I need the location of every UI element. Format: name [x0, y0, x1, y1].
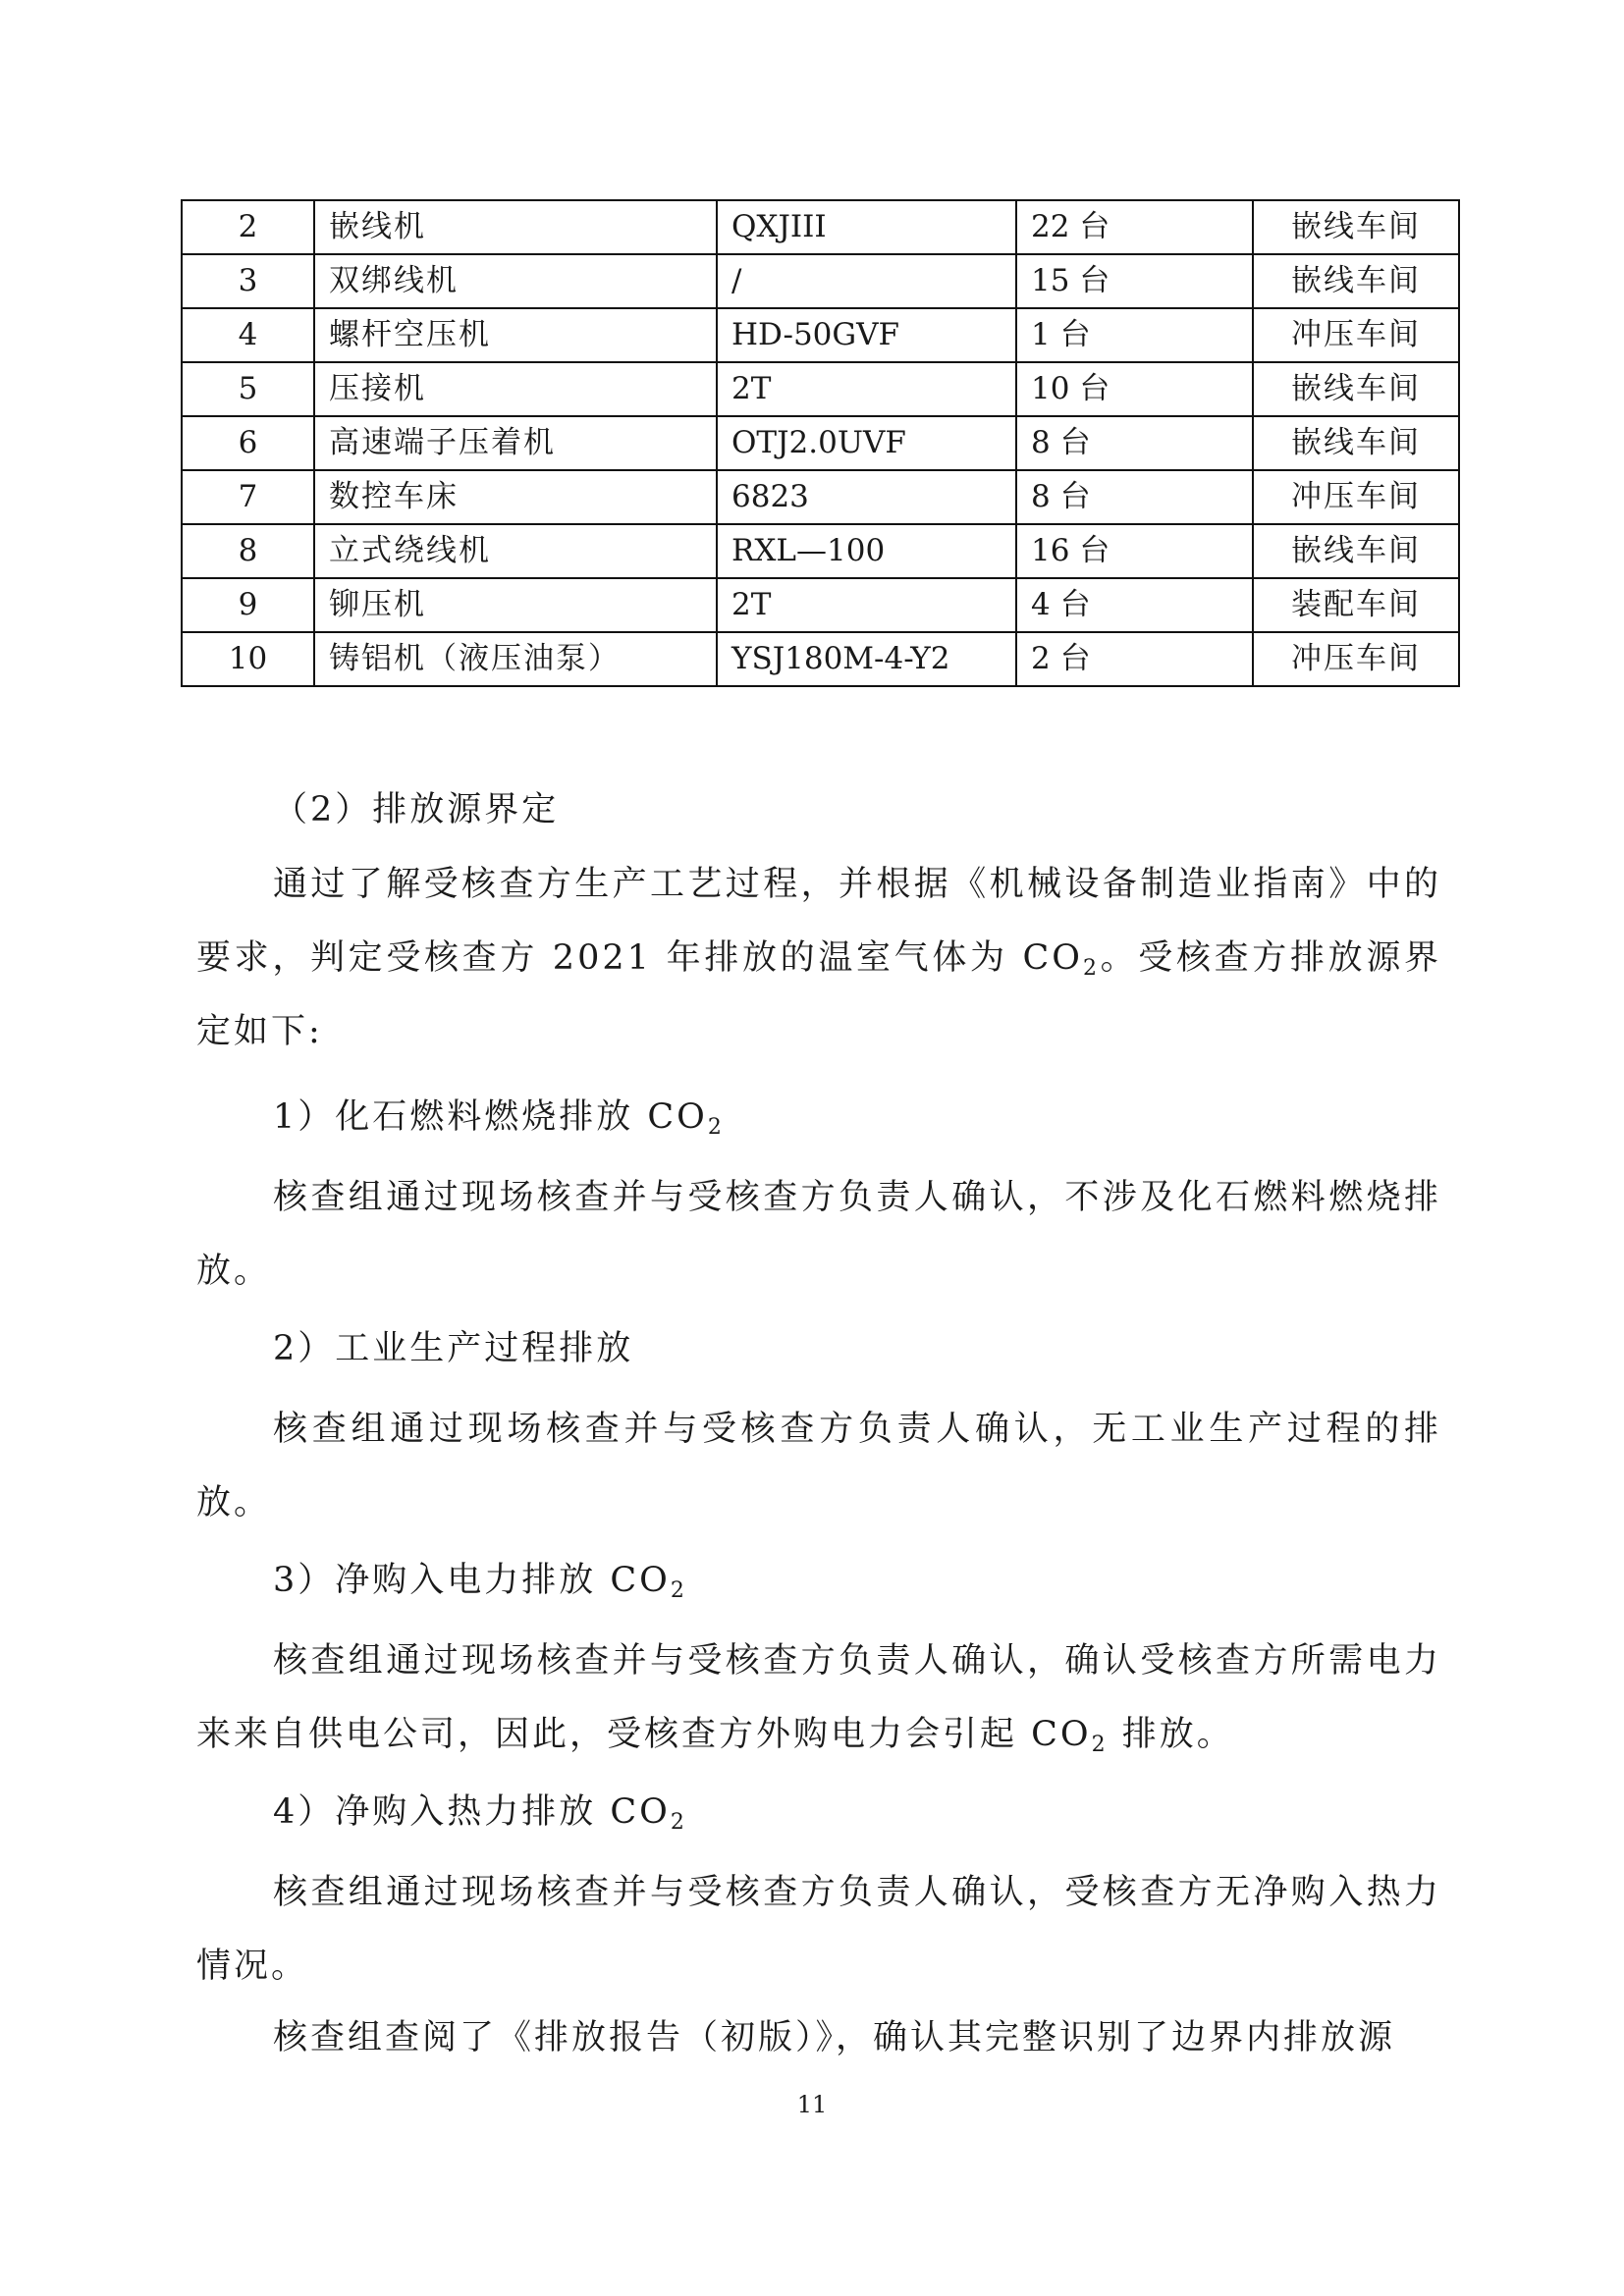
cell-name: 高速端子压着机 [314, 416, 717, 470]
cell-name: 嵌线机 [314, 200, 717, 254]
item3-heading [273, 1556, 687, 1605]
item3-text-end: 排放。 [1108, 1715, 1234, 1754]
cell-name: 压接机 [314, 362, 717, 416]
cell-name: 铆压机 [314, 578, 717, 632]
page-number: 11 [796, 2091, 828, 2118]
cell-qty: 2 台 [1016, 632, 1253, 686]
cell-qty: 1 台 [1016, 308, 1253, 362]
item4-heading [273, 1788, 687, 1837]
table-row [182, 470, 1459, 524]
cell-model: HD-50GVF [717, 308, 1016, 362]
table-row [182, 362, 1459, 416]
cell-location: 装配车间 [1253, 578, 1459, 632]
cell-location: 冲压车间 [1253, 308, 1459, 362]
item3-subscript: 2 [670, 1578, 687, 1603]
cell-no: 8 [182, 524, 314, 578]
table-row [182, 200, 1459, 254]
item4-subscript: 2 [670, 1810, 687, 1835]
table-row [182, 524, 1459, 578]
cell-model: YSJ180M-4-Y2 [717, 632, 1016, 686]
table-row [182, 632, 1459, 686]
item1-subscript: 2 [707, 1115, 725, 1140]
cell-no: 9 [182, 578, 314, 632]
equipment-table-body [182, 200, 1459, 686]
item4-paragraph: 核查组通过现场核查并与受核查方负责人确认，受核查方无净购入热力情况。 [196, 1873, 1441, 1986]
cell-location: 嵌线车间 [1253, 200, 1459, 254]
item3-text-subscript: 2 [1091, 1733, 1109, 1757]
cell-no: 3 [182, 254, 314, 308]
cell-qty: 15 台 [1016, 254, 1253, 308]
item3-text: 核查组通过现场核查并与受核查方负责人确认，确认受核查方所需电力来来自供电公司，因此，受核查方外购电力会引起 CO [196, 1641, 1441, 1754]
table-row [182, 578, 1459, 632]
table-row [182, 308, 1459, 362]
item1-heading [273, 1093, 725, 1142]
cell-model: QXJIII [717, 200, 1016, 254]
cell-qty: 8 台 [1016, 416, 1253, 470]
cell-qty: 10 台 [1016, 362, 1253, 416]
intro-paragraph [196, 848, 1441, 1069]
cell-location: 嵌线车间 [1253, 416, 1459, 470]
cell-model: / [717, 254, 1016, 308]
cell-location: 冲压车间 [1253, 470, 1459, 524]
table-row [182, 416, 1459, 470]
section-title: （2）排放源界定 [273, 790, 560, 829]
intro-subscript: 2 [1082, 956, 1100, 981]
equipment-table [181, 199, 1460, 687]
cell-no: 6 [182, 416, 314, 470]
cell-location: 冲压车间 [1253, 632, 1459, 686]
item3-title: 3）净购入电力排放 CO [273, 1561, 671, 1600]
item2-paragraph: 核查组通过现场核查并与受核查方负责人确认，无工业生产过程的排放。 [196, 1410, 1441, 1522]
cell-model: 2T [717, 578, 1016, 632]
item1-paragraph: 核查组通过现场核查并与受核查方负责人确认，不涉及化石燃料燃烧排放。 [196, 1178, 1441, 1291]
table-row [182, 254, 1459, 308]
item3-paragraph [196, 1625, 1441, 1772]
cell-location: 嵌线车间 [1253, 524, 1459, 578]
cell-model: RXL—100 [717, 524, 1016, 578]
cell-location: 嵌线车间 [1253, 362, 1459, 416]
intro-text: 通过了解受核查方生产工艺过程，并根据《机械设备制造业指南》中的要求，判定受核查方 2021 年排放的温室气体为 CO [196, 865, 1441, 978]
cell-qty: 22 台 [1016, 200, 1253, 254]
cell-location: 嵌线车间 [1253, 254, 1459, 308]
cell-name: 双绑线机 [314, 254, 717, 308]
cell-no: 10 [182, 632, 314, 686]
cell-qty: 8 台 [1016, 470, 1253, 524]
cell-model: OTJ2.0UVF [717, 416, 1016, 470]
cell-model: 2T [717, 362, 1016, 416]
item2-heading: 2）工业生产过程排放 [273, 1329, 634, 1368]
item1-title: 1）化石燃料燃烧排放 CO [273, 1097, 708, 1137]
cell-name: 数控车床 [314, 470, 717, 524]
cell-name: 立式绕线机 [314, 524, 717, 578]
cell-no: 5 [182, 362, 314, 416]
cell-name: 螺杆空压机 [314, 308, 717, 362]
intro-text-end: 。受核查方排放源界定如下: [196, 938, 1441, 1051]
cell-qty: 16 台 [1016, 524, 1253, 578]
cell-no: 2 [182, 200, 314, 254]
cell-qty: 4 台 [1016, 578, 1253, 632]
cell-no: 7 [182, 470, 314, 524]
closing-paragraph: 核查组查阅了《排放报告（初版）》，确认其完整识别了边界内排放源 [273, 2018, 1396, 2057]
cell-model: 6823 [717, 470, 1016, 524]
cell-name: 铸铝机（液压油泵） [314, 632, 717, 686]
cell-no: 4 [182, 308, 314, 362]
item4-title: 4）净购入热力排放 CO [273, 1792, 671, 1832]
